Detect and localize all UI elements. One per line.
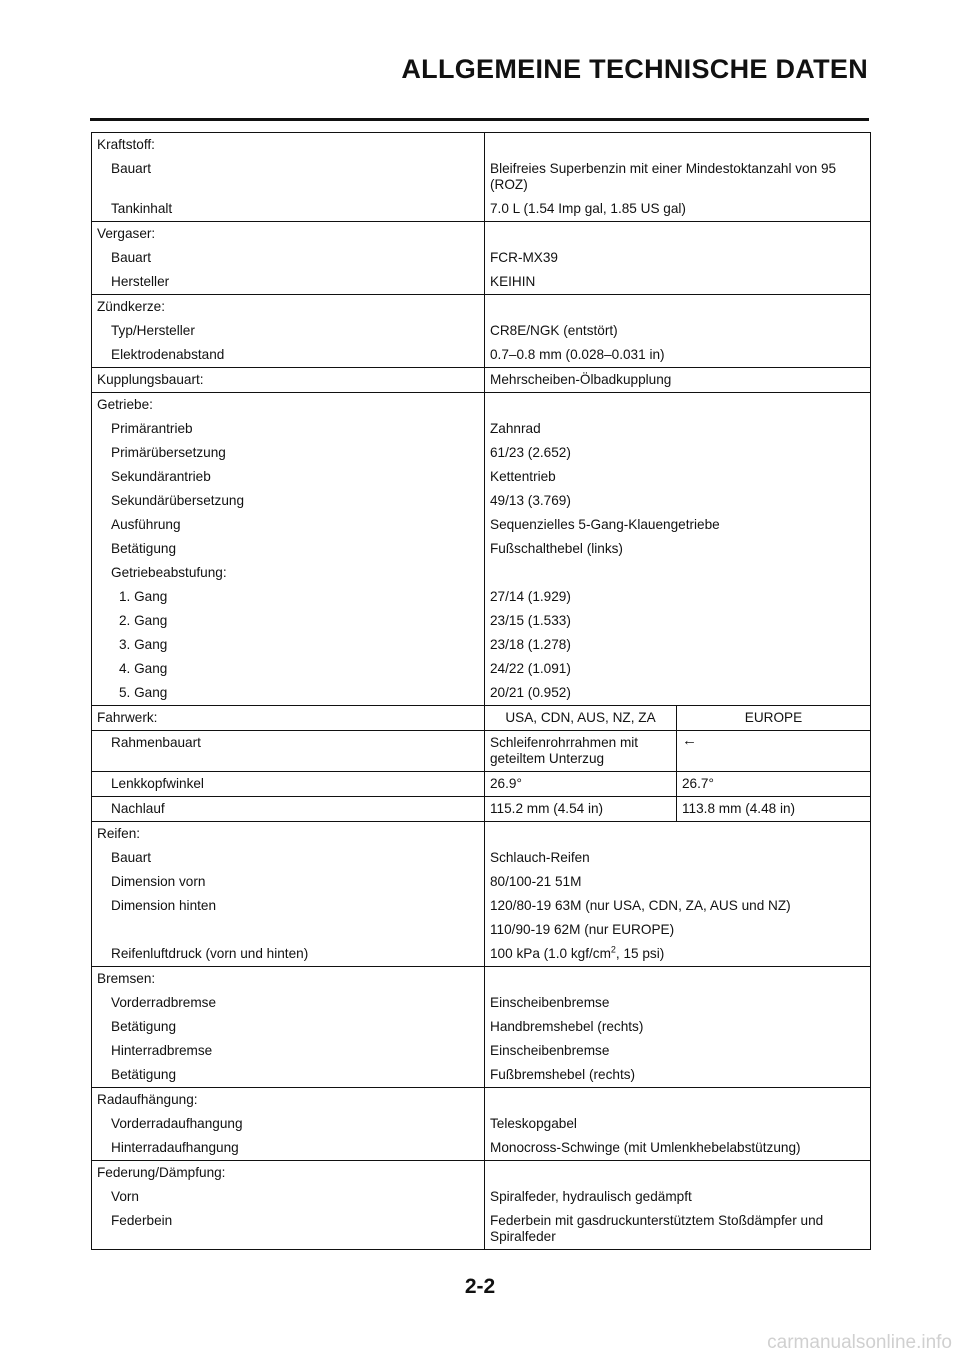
section-title: Fahrwerk: (92, 706, 485, 731)
row-label: Federbein (92, 1209, 485, 1250)
section-title: Reifen: (92, 822, 485, 847)
row-value: 20/21 (0.952) (485, 681, 871, 706)
section-title: Getriebe: (92, 393, 485, 418)
row-label: Bauart (92, 846, 485, 870)
section-header-kraftstoff (92, 133, 871, 158)
table-row (92, 1063, 871, 1088)
spec-table (91, 132, 871, 1250)
row-label: Betätigung (92, 1015, 485, 1039)
row-value: Einscheibenbremse (485, 991, 871, 1015)
table-row (92, 894, 871, 918)
row-label: Betätigung (92, 1063, 485, 1088)
table-row (92, 657, 871, 681)
row-value-usa: 115.2 mm (4.54 in) (485, 797, 677, 822)
section-title: Zündkerze: (92, 295, 485, 320)
row-value: Sequenzielles 5-Gang-Klauengetriebe (485, 513, 871, 537)
row-label: Vorn (92, 1185, 485, 1209)
table-row (92, 1136, 871, 1161)
row-label: 5. Gang (92, 681, 485, 706)
row-label: Dimension vorn (92, 870, 485, 894)
row-label: Primärantrieb (92, 417, 485, 441)
section-title: Radaufhängung: (92, 1088, 485, 1113)
row-label: Betätigung (92, 537, 485, 561)
row-value: FCR-MX39 (485, 246, 871, 270)
row-value: 49/13 (3.769) (485, 489, 871, 513)
row-label: Hersteller (92, 270, 485, 295)
row-value: 120/80-19 63M (nur USA, CDN, ZA, AUS und NZ) (485, 894, 871, 918)
table-row (92, 681, 871, 706)
pressure-value-rest: , 15 psi) (615, 946, 665, 961)
table-row (92, 537, 871, 561)
row-value: Handbremshebel (rechts) (485, 1015, 871, 1039)
row-value: Fußschalthebel (links) (485, 537, 871, 561)
row-label: Sekundärübersetzung (92, 489, 485, 513)
section-header-getriebe (92, 393, 871, 418)
section-kupplung (92, 368, 871, 393)
section-header-vergaser (92, 222, 871, 247)
row-value: 23/15 (1.533) (485, 609, 871, 633)
row-value-usa: Schleifenrohrrahmen mit geteiltem Unterzug (485, 731, 677, 772)
table-row (92, 157, 871, 197)
table-row (92, 489, 871, 513)
row-label: Hinterradaufhangung (92, 1136, 485, 1161)
row-label: 1. Gang (92, 585, 485, 609)
row-label: Hinterradbremse (92, 1039, 485, 1063)
table-row (92, 246, 871, 270)
section-header-reifen (92, 822, 871, 847)
section-title: Vergaser: (92, 222, 485, 247)
table-row (92, 561, 871, 585)
row-label (92, 918, 485, 942)
table-row (92, 991, 871, 1015)
row-label: Rahmenbauart (92, 731, 485, 772)
table-row (92, 343, 871, 368)
row-value: Teleskopgabel (485, 1112, 871, 1136)
row-label: Elektrodenabstand (92, 343, 485, 368)
section-header-federung (92, 1161, 871, 1186)
row-value (485, 561, 871, 585)
table-row (92, 1112, 871, 1136)
table-row (92, 918, 871, 942)
table-row (92, 870, 871, 894)
table-row (92, 1015, 871, 1039)
table-row (92, 942, 871, 967)
row-label: 3. Gang (92, 633, 485, 657)
row-label: 4. Gang (92, 657, 485, 681)
table-row (92, 197, 871, 222)
table-row (92, 797, 871, 822)
pressure-unit-exponent: 2 (610, 944, 616, 955)
section-header-radaufhaengung (92, 1088, 871, 1113)
row-value: Einscheibenbremse (485, 1039, 871, 1063)
row-label: Nachlauf (92, 797, 485, 822)
row-label: Bauart (92, 246, 485, 270)
column-header-europe: EUROPE (677, 706, 871, 731)
table-row (92, 465, 871, 489)
table-row (92, 1209, 871, 1250)
table-row (92, 270, 871, 295)
row-value: 24/22 (1.091) (485, 657, 871, 681)
row-label: Kupplungsbauart: (92, 368, 485, 393)
pressure-value: 100 kPa (1.0 kgf/cm (490, 946, 611, 961)
table-row (92, 846, 871, 870)
row-label: Vorderradbremse (92, 991, 485, 1015)
table-row (92, 731, 871, 772)
row-label: 2. Gang (92, 609, 485, 633)
table-row (92, 1185, 871, 1209)
table-row (92, 609, 871, 633)
table-row (92, 585, 871, 609)
row-value: Mehrscheiben-Ölbadkupplung (485, 368, 871, 393)
section-header-zuendkerze (92, 295, 871, 320)
row-label: Primärübersetzung (92, 441, 485, 465)
row-label: Bauart (92, 157, 485, 197)
row-value: 110/90-19 62M (nur EUROPE) (485, 918, 871, 942)
table-row (92, 319, 871, 343)
table-row (92, 1039, 871, 1063)
row-value: CR8E/NGK (entstört) (485, 319, 871, 343)
column-header-usa: USA, CDN, AUS, NZ, ZA (485, 706, 677, 731)
row-value: 61/23 (2.652) (485, 441, 871, 465)
row-value: 0.7–0.8 mm (0.028–0.031 in) (485, 343, 871, 368)
row-value: 27/14 (1.929) (485, 585, 871, 609)
row-label: Reifenluftdruck (vorn und hinten) (92, 942, 485, 967)
row-value: Bleifreies Superbenzin mit einer Mindestoktanzahl von 95 (ROZ) (485, 157, 871, 197)
page-number: 2-2 (464, 1275, 496, 1298)
section-header-bremsen (92, 967, 871, 992)
watermark: carmanualsonline.info (767, 1332, 952, 1353)
row-label: Vorderradaufhangung (92, 1112, 485, 1136)
page-title: ALLGEMEINE TECHNISCHE DATEN (401, 54, 868, 84)
row-value: Fußbremshebel (rechts) (485, 1063, 871, 1088)
row-value: 7.0 L (1.54 Imp gal, 1.85 US gal) (485, 197, 871, 222)
row-value (485, 942, 871, 967)
row-label: Ausführung (92, 513, 485, 537)
row-label: Tankinhalt (92, 197, 485, 222)
table-row (92, 633, 871, 657)
title-rule (90, 118, 869, 121)
row-label: Typ/Hersteller (92, 319, 485, 343)
table-row (92, 772, 871, 797)
row-value: Federbein mit gasdruckunterstütztem Stoßdämpfer und Spiralfeder (485, 1209, 871, 1250)
section-header-fahrwerk (92, 706, 871, 731)
row-value: Spiralfeder, hydraulisch gedämpft (485, 1185, 871, 1209)
row-label: Sekundärantrieb (92, 465, 485, 489)
row-value: Monocross-Schwinge (mit Umlenkhebelabstützung) (485, 1136, 871, 1161)
row-value: KEIHIN (485, 270, 871, 295)
section-title: Kraftstoff: (92, 133, 485, 158)
row-label: Getriebeabstufung: (92, 561, 485, 585)
row-value: Kettentrieb (485, 465, 871, 489)
row-value: 23/18 (1.278) (485, 633, 871, 657)
row-value: Zahnrad (485, 417, 871, 441)
table-row (92, 441, 871, 465)
row-label: Lenkkopfwinkel (92, 772, 485, 797)
row-value-europe: 26.7° (677, 772, 871, 797)
row-value-usa: 26.9° (485, 772, 677, 797)
section-title: Bremsen: (92, 967, 485, 992)
row-label: Dimension hinten (92, 894, 485, 918)
table-row (92, 513, 871, 537)
row-value: Schlauch-Reifen (485, 846, 871, 870)
section-title: Federung/Dämpfung: (92, 1161, 485, 1186)
row-value: 80/100-21 51M (485, 870, 871, 894)
table-row (92, 417, 871, 441)
row-value-europe: 113.8 mm (4.48 in) (677, 797, 871, 822)
same-as-arrow-icon: ← (677, 731, 871, 772)
